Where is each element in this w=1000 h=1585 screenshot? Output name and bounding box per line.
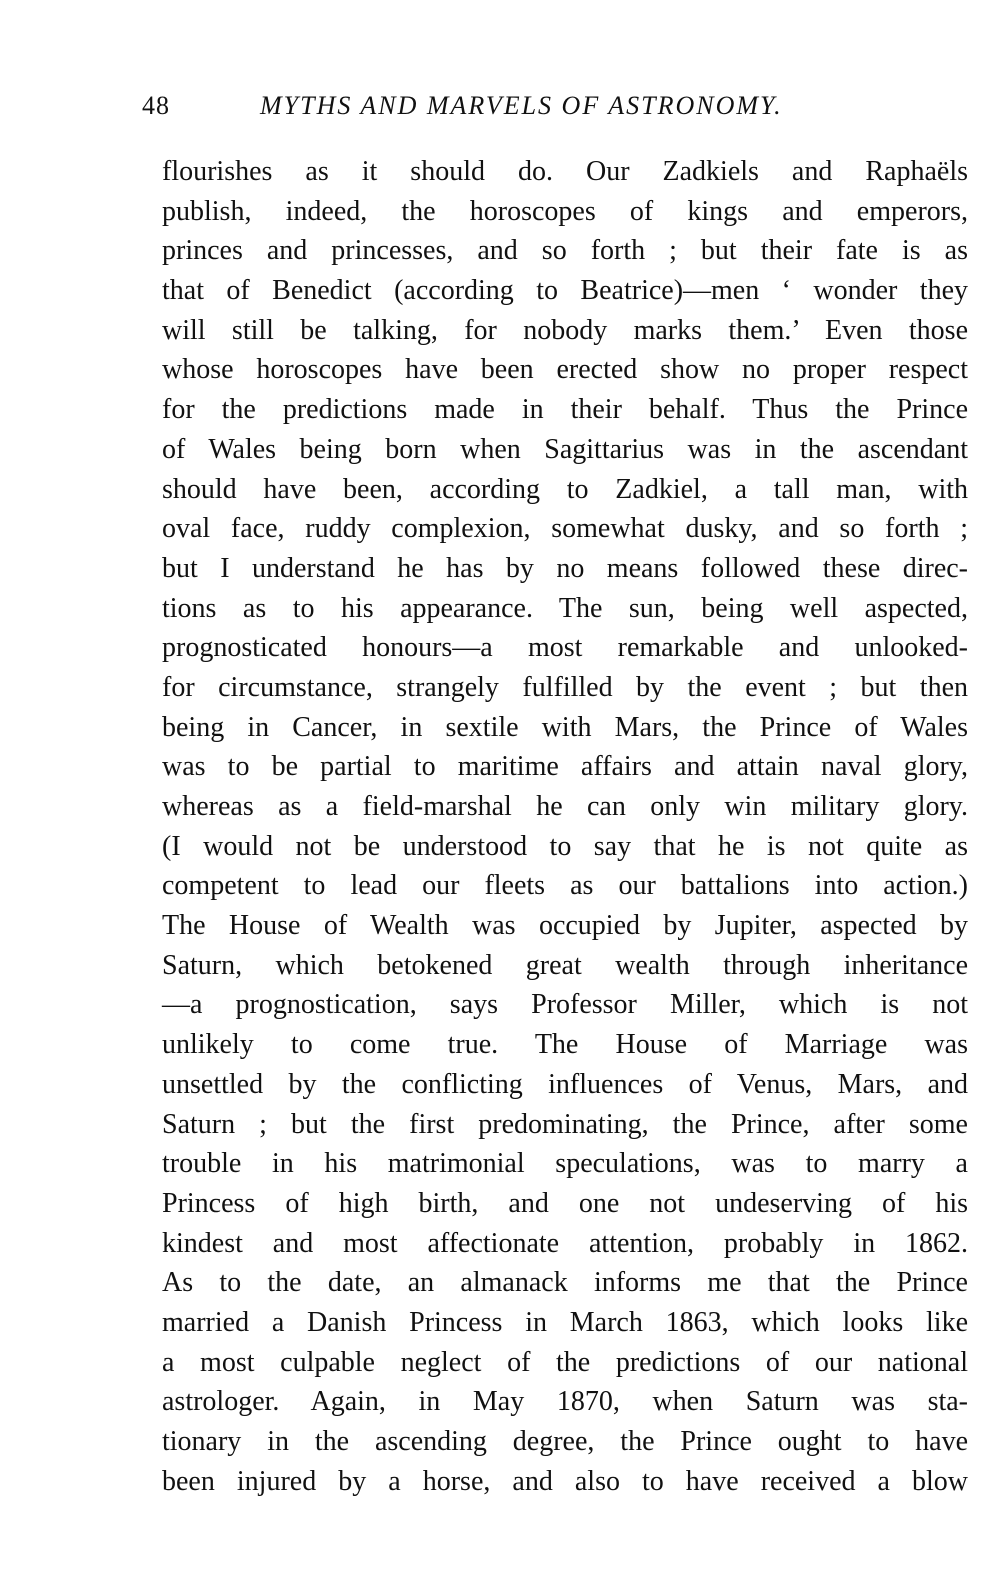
text-line: whose horoscopes have been erected show no proper respect (162, 354, 968, 386)
text-line: being in Cancer, in sextile with Mars, the Prince of Wales (162, 711, 968, 743)
body-text (162, 152, 968, 1501)
text-line: As to the date, an almanack informs me that the Prince (162, 1267, 968, 1299)
text-line: astrologer. Again, in May 1870, when Saturn was sta- (162, 1386, 968, 1418)
text-line: trouble in his matrimonial speculations, was to marry a (162, 1148, 968, 1180)
text-line: unsettled by the conflicting influences of Venus, Mars, and (162, 1068, 968, 1100)
text-line: will still be talking, for nobody marks them.’ Even those (162, 314, 968, 346)
text-line: that of Benedict (according to Beatrice)—men ‘ wonder they (162, 275, 968, 307)
text-line: prognosticated honours—a most remarkable and unlooked- (162, 632, 968, 664)
text-line: The House of Wealth was occupied by Jupiter, aspected by (162, 910, 968, 942)
text-line: oval face, ruddy complexion, somewhat dusky, and so forth ; (162, 513, 968, 545)
text-line: kindest and most affectionate attention, probably in 1862. (162, 1227, 968, 1259)
text-line: for the predictions made in their behalf. Thus the Prince (162, 394, 968, 426)
running-head (142, 86, 942, 126)
text-line: but I understand he has by no means followed these direc- (162, 552, 968, 584)
text-line: princes and princesses, and so forth ; but their fate is as (162, 235, 968, 267)
text-line: whereas as a field-marshal he can only win military glory. (162, 791, 968, 822)
text-line: for circumstance, strangely fulfilled by the event ; but then (162, 671, 968, 703)
text-line: been injured by a horse, and also to have received a blow (162, 1465, 968, 1497)
text-line: a most culpable neglect of the predictions of our national (162, 1346, 968, 1378)
text-line: —a prognostication, says Professor Miller, which is not (162, 989, 968, 1021)
text-line: of Wales being born when Sagittarius was in the ascendant (162, 433, 968, 465)
text-line: Saturn, which betokened great wealth through inheritance (162, 949, 968, 981)
text-line: competent to lead our fleets as our battalions into action.) (162, 870, 968, 902)
text-line: Saturn ; but the first predominating, the Prince, after some (162, 1108, 968, 1140)
text-line: publish, indeed, the horoscopes of kings and emperors, (162, 195, 968, 227)
page-number: 48 (142, 91, 170, 120)
text-line: tions as to his appearance. The sun, being well aspected, (162, 592, 968, 624)
text-line: unlikely to come true. The House of Marriage was (162, 1029, 968, 1061)
text-line: (I would not be understood to say that he is not quite as (162, 830, 968, 862)
text-line: was to be partial to maritime affairs and attain naval glory, (162, 751, 968, 783)
text-line: flourishes as it should do. Our Zadkiels and Raphaëls (162, 156, 968, 187)
running-title: MYTHS AND MARVELS OF ASTRONOMY. (260, 91, 783, 120)
text-line: married a Danish Princess in March 1863, which looks like (162, 1306, 968, 1338)
text-line: should have been, according to Zadkiel, a tall man, with (162, 473, 968, 505)
text-line: tionary in the ascending degree, the Prince ought to have (162, 1426, 968, 1457)
text-line: Princess of high birth, and one not undeserving of his (162, 1187, 968, 1219)
